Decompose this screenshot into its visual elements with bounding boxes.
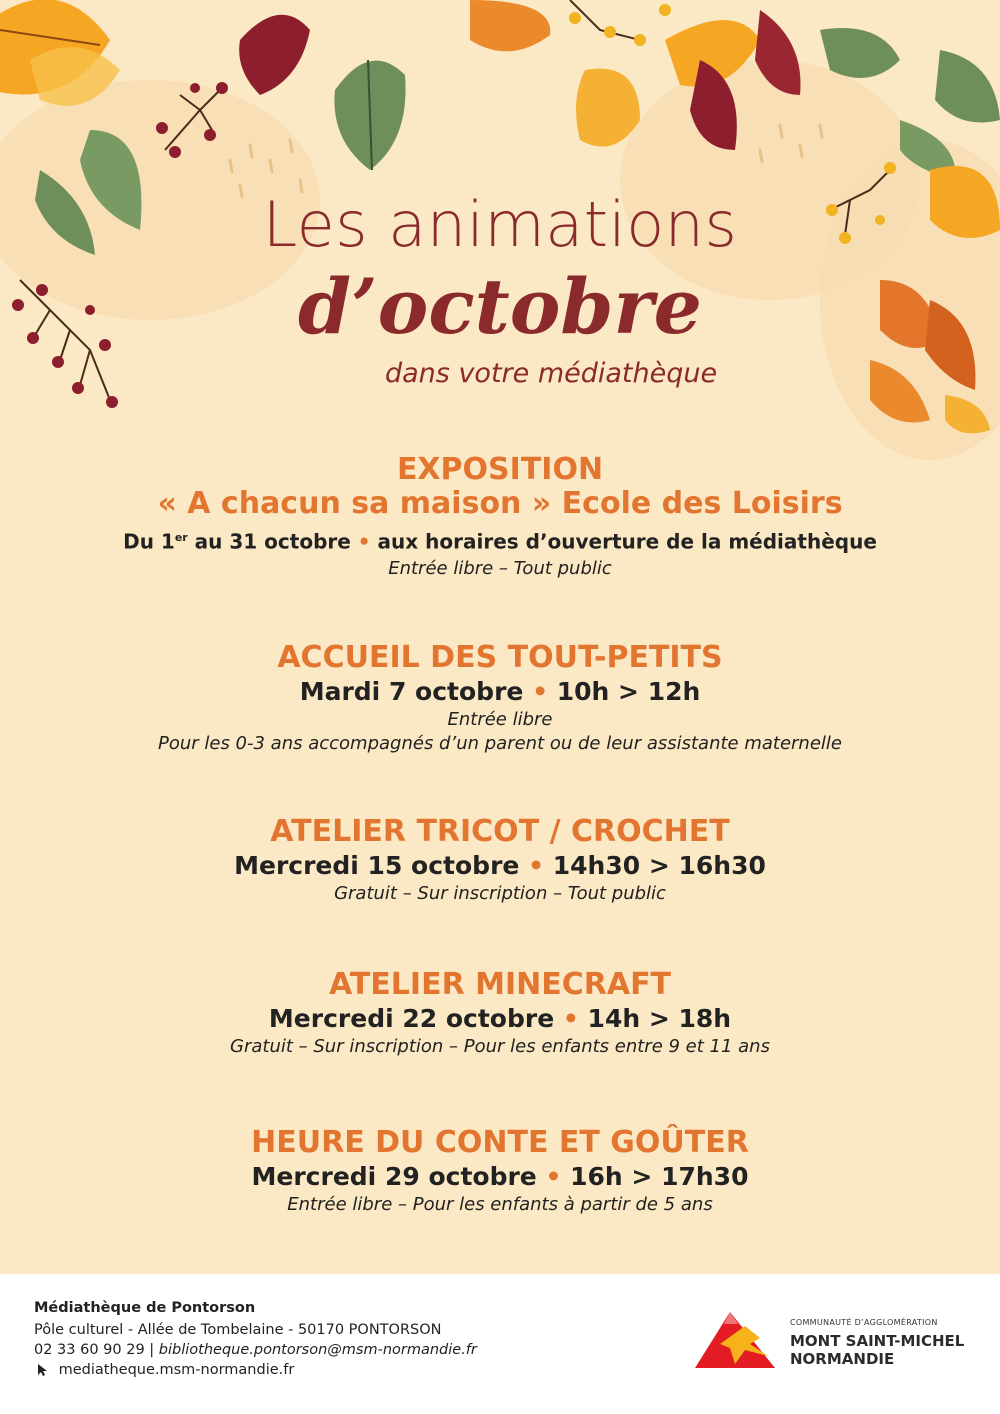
logo-title-line1: MONT SAINT-MICHEL (790, 1332, 965, 1350)
separator-dot: • (532, 677, 549, 706)
separator-dot: • (545, 1162, 562, 1191)
event-subtitle: « A chacun sa maison » Ecole des Loisirs (157, 486, 843, 521)
event-title: HEURE DU CONTE ET GOÛTER (251, 1125, 749, 1160)
library-name: Médiathèque de Pontorson (34, 1300, 256, 1316)
event-date: Mardi 7 octobre • 10h > 12h (299, 677, 701, 706)
event-note: Gratuit – Sur inscription – Tout public (334, 883, 666, 904)
event-title: ACCUEIL DES TOUT-PETITS (277, 640, 723, 675)
event-date: Mercredi 22 octobre • 14h > 18h (268, 1004, 732, 1033)
website-row (34, 1362, 294, 1378)
event-exposition (0, 453, 1000, 581)
separator-dot: • (562, 1004, 579, 1033)
event-date: Du 1er au 31 octobre • aux horaires d’ouverture de la médiathèque (123, 529, 877, 554)
event-title: ATELIER MINECRAFT (328, 967, 672, 1002)
cursor-click-icon (34, 1362, 54, 1376)
logo-title-line2: NORMANDIE (790, 1350, 895, 1368)
event-note: Entrée libre – Tout public (388, 557, 612, 579)
event-date: Mercredi 29 octobre • 16h > 17h30 (251, 1162, 749, 1191)
library-address: Pôle culturel - Allée de Tombelaine - 50170 PONTORSON (34, 1322, 442, 1338)
event-title: EXPOSITION (396, 452, 604, 487)
phone-number: 02 33 60 90 29 | (34, 1342, 159, 1358)
separator-dot: • (528, 851, 545, 880)
msm-normandie-logo-icon (690, 1304, 780, 1374)
event-date: Mercredi 15 octobre • 14h30 > 16h30 (234, 851, 766, 880)
event-note: Gratuit – Sur inscription – Pour les enfants entre 9 et 11 ans (230, 1036, 770, 1057)
event-atelier-tricot (0, 815, 1000, 906)
poster-title-line2: d’octobre (298, 262, 702, 351)
website-link[interactable]: mediatheque.msm-normandie.fr (58, 1362, 295, 1378)
event-accueil-tout-petits (0, 641, 1000, 756)
library-contact (34, 1342, 477, 1358)
event-note: Entrée libre – Pour les enfants à partir de 5 ans (287, 1194, 713, 1215)
footer (0, 1274, 1000, 1414)
event-heure-du-conte (0, 1126, 1000, 1217)
separator-dot: • (357, 529, 371, 554)
event-note: Pour les 0-3 ans accompagnés d’un parent ou de leur assistante maternelle (157, 733, 842, 754)
event-atelier-minecraft (0, 968, 1000, 1059)
poster-subtitle: dans votre médiathèque (385, 358, 718, 389)
poster-title-line1: Les animations (262, 188, 738, 261)
email-link[interactable]: bibliotheque.pontorson@msm-normandie.fr (158, 1342, 477, 1358)
event-note: Entrée libre (447, 709, 553, 730)
event-title: ATELIER TRICOT / CROCHET (270, 814, 730, 849)
logo-caption: COMMUNAUTÉ D’AGGLOMÉRATION (790, 1318, 938, 1327)
